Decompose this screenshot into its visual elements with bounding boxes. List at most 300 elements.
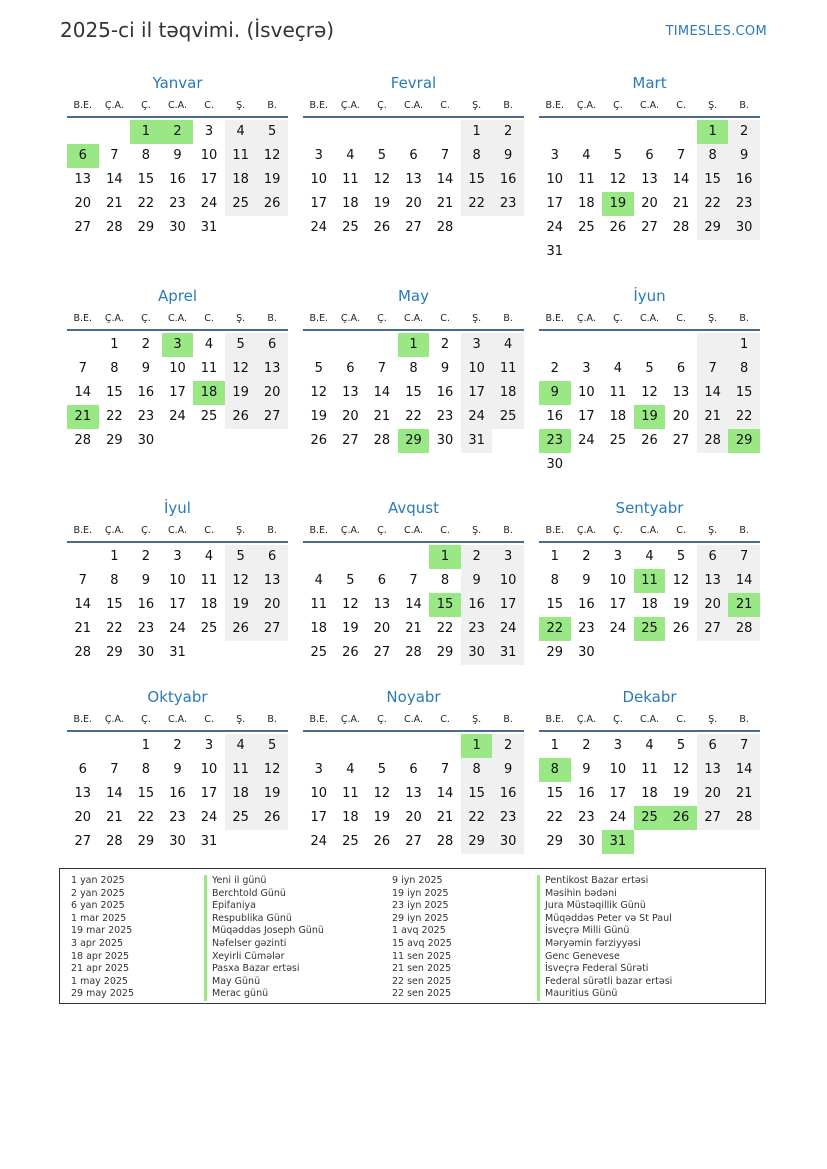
empty-cell <box>665 333 697 357</box>
day-cell: 8 <box>110 573 119 588</box>
day-grid <box>303 543 524 665</box>
legend-date: 21 sen 2025 <box>392 963 452 975</box>
day-cell: 7 <box>409 573 418 588</box>
day-cell: 31 <box>200 220 218 235</box>
month-name: Yanvar <box>152 74 203 92</box>
day-grid <box>303 732 524 854</box>
empty-cell <box>335 333 367 357</box>
day-cell: 17 <box>310 196 328 211</box>
day-cell: 30 <box>137 645 155 660</box>
weekday-header <box>67 519 288 543</box>
weekday-label: Ç. <box>613 524 623 536</box>
day-grid <box>303 118 524 240</box>
month-7 <box>67 497 288 665</box>
day-cell: 8 <box>440 573 450 588</box>
day-cell: 15 <box>461 782 493 806</box>
holiday-legend <box>59 868 766 1004</box>
day-cell: 28 <box>728 617 760 641</box>
weekday-label: B. <box>267 713 277 725</box>
day-cell: 29 <box>398 429 430 453</box>
day-cell: 21 <box>436 810 454 825</box>
day-cell: 1 <box>110 337 119 352</box>
day-cell: 2 <box>492 734 524 758</box>
day-cell: 26 <box>310 433 328 448</box>
empty-cell <box>225 216 257 240</box>
day-cell: 16 <box>546 409 564 424</box>
day-cell: 4 <box>204 337 214 352</box>
day-cell: 30 <box>137 433 155 448</box>
legend-name-column <box>537 875 672 1001</box>
day-cell: 15 <box>697 168 729 192</box>
day-cell: 9 <box>539 381 571 405</box>
day-cell: 20 <box>672 409 690 424</box>
day-cell: 29 <box>106 433 123 448</box>
day-cell: 23 <box>728 192 760 216</box>
legend-date: 6 yan 2025 <box>71 900 125 912</box>
day-cell: 10 <box>169 573 186 588</box>
month-11 <box>303 686 524 854</box>
empty-cell <box>398 120 430 144</box>
empty-cell <box>67 120 99 144</box>
day-cell: 13 <box>256 357 288 381</box>
day-cell: 6 <box>645 148 654 163</box>
day-cell: 27 <box>672 433 690 448</box>
weekday-header <box>303 708 524 732</box>
day-cell: 31 <box>169 645 186 660</box>
weekday-label: Ş. <box>708 713 718 725</box>
empty-cell <box>67 734 99 758</box>
month-name: Dekabr <box>622 688 677 706</box>
weekday-header <box>67 94 288 118</box>
day-cell: 16 <box>137 597 155 612</box>
weekday-label: Ç.A. <box>104 312 124 324</box>
legend-date: 1 avq 2025 <box>392 925 446 937</box>
day-cell: 20 <box>74 810 92 825</box>
legend-date-column <box>71 875 134 1001</box>
empty-cell <box>728 240 760 264</box>
day-cell: 23 <box>436 409 454 424</box>
empty-cell <box>335 120 367 144</box>
day-cell: 19 <box>602 192 634 216</box>
weekday-label: Ç. <box>141 713 151 725</box>
weekday-label: B.E. <box>73 99 93 111</box>
day-cell: 6 <box>697 545 729 569</box>
day-cell: 23 <box>169 810 186 825</box>
day-cell: 17 <box>492 593 524 617</box>
day-cell: 1 <box>697 120 729 144</box>
weekday-label: Ç. <box>141 312 151 324</box>
empty-cell <box>256 429 288 453</box>
day-cell: 19 <box>310 409 328 424</box>
weekday-header <box>539 307 760 331</box>
weekday-label: C.A. <box>639 713 659 725</box>
day-cell: 2 <box>492 120 524 144</box>
empty-cell <box>602 240 634 264</box>
day-cell: 15 <box>728 381 760 405</box>
day-cell: 27 <box>641 220 658 235</box>
legend-date: 22 sen 2025 <box>392 975 452 987</box>
empty-cell <box>697 333 729 357</box>
day-cell: 29 <box>137 220 155 235</box>
day-cell: 29 <box>546 834 564 849</box>
empty-cell <box>398 734 430 758</box>
weekday-label: C.A. <box>639 312 659 324</box>
day-cell: 9 <box>582 573 591 588</box>
day-cell: 14 <box>436 786 454 801</box>
weekday-label: Ç. <box>141 524 151 536</box>
day-cell: 25 <box>609 433 627 448</box>
weekday-label: C.A. <box>403 713 423 725</box>
day-cell: 18 <box>342 196 359 211</box>
month-name: Sentyabr <box>615 499 684 517</box>
day-cell: 24 <box>492 617 524 641</box>
day-cell: 22 <box>546 810 564 825</box>
day-cell: 12 <box>672 573 690 588</box>
weekday-label: Ş. <box>236 524 246 536</box>
day-cell: 14 <box>697 381 729 405</box>
day-cell: 3 <box>613 738 623 753</box>
weekday-label: Ç. <box>613 99 623 111</box>
legend-date-column <box>392 875 452 1001</box>
day-cell: 25 <box>492 405 524 429</box>
empty-cell <box>162 429 194 453</box>
day-cell: 30 <box>169 834 186 849</box>
day-cell: 18 <box>492 381 524 405</box>
day-cell: 24 <box>609 621 627 636</box>
day-cell: 30 <box>461 641 493 665</box>
day-cell: 18 <box>342 810 359 825</box>
day-cell: 21 <box>728 593 760 617</box>
day-cell: 11 <box>492 357 524 381</box>
month-6 <box>539 285 760 477</box>
day-cell: 3 <box>582 361 591 376</box>
day-cell: 22 <box>461 806 493 830</box>
day-cell: 27 <box>697 806 729 830</box>
empty-cell <box>256 641 288 665</box>
weekday-label: C.A. <box>403 312 423 324</box>
day-cell: 27 <box>74 220 92 235</box>
day-cell: 29 <box>106 645 123 660</box>
day-cell: 26 <box>373 834 391 849</box>
day-cell: 18 <box>193 381 225 405</box>
day-cell: 13 <box>342 385 359 400</box>
day-cell: 5 <box>225 545 257 569</box>
day-cell: 14 <box>728 569 760 593</box>
day-cell: 10 <box>546 172 564 187</box>
day-cell: 13 <box>672 385 690 400</box>
day-cell: 7 <box>440 148 450 163</box>
day-cell: 25 <box>225 806 257 830</box>
weekday-label: Ç.A. <box>576 524 596 536</box>
weekday-label: Ç.A. <box>576 99 596 111</box>
empty-cell <box>697 641 729 665</box>
day-cell: 25 <box>634 806 666 830</box>
day-cell: 31 <box>492 641 524 665</box>
day-cell: 11 <box>310 597 328 612</box>
day-cell: 21 <box>373 409 391 424</box>
day-cell: 6 <box>346 361 355 376</box>
day-cell: 19 <box>256 168 288 192</box>
day-cell: 16 <box>578 786 595 801</box>
day-cell: 9 <box>492 144 524 168</box>
day-cell: 3 <box>314 762 323 777</box>
legend-date: 23 iyn 2025 <box>392 900 449 912</box>
weekday-header <box>539 519 760 543</box>
day-cell: 22 <box>539 617 571 641</box>
day-cell: 7 <box>78 573 87 588</box>
weekday-label: B.E. <box>545 524 565 536</box>
legend-holiday-name: Respublika Günü <box>204 913 324 926</box>
empty-cell <box>665 830 697 854</box>
day-cell: 21 <box>67 405 99 429</box>
day-cell: 11 <box>225 144 257 168</box>
day-cell: 14 <box>436 172 454 187</box>
day-cell: 4 <box>225 120 257 144</box>
day-cell: 23 <box>578 621 595 636</box>
empty-cell <box>665 641 697 665</box>
weekday-label: Ç.A. <box>340 713 360 725</box>
day-cell: 13 <box>373 597 391 612</box>
day-cell: 17 <box>578 409 595 424</box>
day-cell: 29 <box>436 645 454 660</box>
weekday-label: Ç.A. <box>576 713 596 725</box>
legend-date: 9 iyn 2025 <box>392 875 443 886</box>
empty-cell <box>303 333 335 357</box>
weekday-label: Ç. <box>613 713 623 725</box>
day-cell: 5 <box>377 148 387 163</box>
empty-cell <box>539 120 571 144</box>
day-cell: 28 <box>405 645 422 660</box>
weekday-label: C.A. <box>167 312 187 324</box>
weekday-label: B.E. <box>545 312 565 324</box>
day-grid <box>539 331 760 477</box>
month-3 <box>539 72 760 264</box>
day-cell: 9 <box>582 762 591 777</box>
month-name: Avqust <box>388 499 439 517</box>
day-cell: 23 <box>492 192 524 216</box>
day-cell: 20 <box>697 782 729 806</box>
legend-holiday-name: Pasxa Bazar ertəsi <box>204 963 324 976</box>
day-cell: 14 <box>74 597 92 612</box>
empty-cell <box>634 453 666 477</box>
day-cell: 6 <box>78 762 87 777</box>
day-cell: 25 <box>578 220 595 235</box>
weekday-label: B.E. <box>545 99 565 111</box>
weekday-label: B.E. <box>73 524 93 536</box>
day-cell: 18 <box>641 786 658 801</box>
day-cell: 3 <box>204 124 214 139</box>
legend-date: 2 yan 2025 <box>71 887 125 899</box>
day-cell: 7 <box>440 762 450 777</box>
day-cell: 16 <box>137 385 155 400</box>
weekday-label: Ç. <box>377 99 387 111</box>
day-cell: 6 <box>256 333 288 357</box>
day-cell: 19 <box>256 782 288 806</box>
day-cell: 4 <box>613 361 623 376</box>
day-cell: 10 <box>310 172 328 187</box>
weekday-label: Ç. <box>377 312 387 324</box>
day-cell: 5 <box>377 762 387 777</box>
day-cell: 12 <box>256 758 288 782</box>
day-cell: 28 <box>106 834 123 849</box>
weekday-label: C.A. <box>403 99 423 111</box>
day-cell: 29 <box>461 830 493 854</box>
day-cell: 7 <box>110 148 119 163</box>
day-cell: 19 <box>672 786 690 801</box>
legend-date: 29 may 2025 <box>71 988 135 1000</box>
day-cell: 16 <box>578 597 595 612</box>
day-cell: 23 <box>492 806 524 830</box>
day-cell: 17 <box>461 381 493 405</box>
weekday-label: Ç. <box>377 524 387 536</box>
month-name: İyul <box>164 499 191 517</box>
day-cell: 22 <box>697 192 729 216</box>
day-cell: 26 <box>225 617 257 641</box>
weekday-label: Ş. <box>236 312 246 324</box>
day-cell: 23 <box>137 621 155 636</box>
day-cell: 7 <box>110 762 119 777</box>
day-cell: 3 <box>550 148 559 163</box>
empty-cell <box>602 453 634 477</box>
day-cell: 7 <box>697 357 729 381</box>
legend-date: 22 sen 2025 <box>392 988 452 1000</box>
day-cell: 8 <box>539 758 571 782</box>
day-cell: 22 <box>436 621 454 636</box>
day-cell: 3 <box>173 549 182 564</box>
site-logo[interactable]: TIMESLES.COM <box>665 24 767 39</box>
legend-holiday-name: Məsihin bədəni <box>537 888 672 901</box>
day-cell: 13 <box>697 569 729 593</box>
day-cell: 27 <box>405 220 422 235</box>
weekday-label: B.E. <box>545 713 565 725</box>
weekday-label: C.A. <box>639 524 659 536</box>
day-cell: 3 <box>492 545 524 569</box>
month-9 <box>539 497 760 665</box>
empty-cell <box>665 240 697 264</box>
day-cell: 12 <box>225 569 257 593</box>
day-cell: 12 <box>256 144 288 168</box>
day-cell: 30 <box>578 834 595 849</box>
weekday-header <box>303 307 524 331</box>
day-cell: 15 <box>106 597 123 612</box>
day-cell: 9 <box>141 361 151 376</box>
empty-cell <box>602 333 634 357</box>
day-cell: 31 <box>546 244 564 259</box>
empty-cell <box>303 120 335 144</box>
legend-holiday-name: Xeyirli Cümələr <box>204 951 324 964</box>
weekday-label: C. <box>676 99 686 111</box>
weekday-label: B.E. <box>309 713 329 725</box>
day-cell: 30 <box>436 433 454 448</box>
weekday-label: B. <box>739 713 749 725</box>
day-cell: 17 <box>546 196 564 211</box>
month-10 <box>67 686 288 854</box>
day-cell: 14 <box>106 786 123 801</box>
day-cell: 18 <box>225 168 257 192</box>
day-cell: 5 <box>676 738 686 753</box>
day-cell: 1 <box>429 545 461 569</box>
weekday-label: C. <box>204 312 214 324</box>
day-cell: 20 <box>405 196 422 211</box>
page-title: 2025-ci il təqvimi. (İsveçrə) <box>60 18 335 42</box>
legend-holiday-name: Epifaniya <box>204 900 324 913</box>
day-cell: 18 <box>310 621 328 636</box>
legend-holiday-name: Yeni il günü <box>204 875 324 888</box>
day-cell: 19 <box>225 593 257 617</box>
day-cell: 27 <box>74 834 92 849</box>
legend-date: 1 yan 2025 <box>71 875 125 886</box>
day-cell: 5 <box>256 120 288 144</box>
day-cell: 7 <box>78 361 87 376</box>
day-cell: 3 <box>162 333 194 357</box>
day-cell: 24 <box>200 196 218 211</box>
day-cell: 25 <box>200 409 218 424</box>
empty-cell <box>99 120 131 144</box>
empty-cell <box>665 120 697 144</box>
weekday-label: C. <box>440 713 450 725</box>
month-1 <box>67 72 288 240</box>
weekday-label: C.A. <box>167 713 187 725</box>
empty-cell <box>429 734 461 758</box>
weekday-label: Ç. <box>377 713 387 725</box>
day-cell: 1 <box>141 738 151 753</box>
day-cell: 27 <box>256 405 288 429</box>
day-cell: 12 <box>342 597 359 612</box>
day-cell: 4 <box>314 573 323 588</box>
legend-holiday-name: Müqəddəs Joseph Günü <box>204 925 324 938</box>
day-cell: 9 <box>728 144 760 168</box>
day-cell: 8 <box>461 758 493 782</box>
day-cell: 7 <box>676 148 686 163</box>
day-cell: 20 <box>74 196 92 211</box>
weekday-label: C. <box>440 524 450 536</box>
empty-cell <box>634 830 666 854</box>
day-cell: 11 <box>609 385 627 400</box>
day-cell: 23 <box>137 409 155 424</box>
day-cell: 3 <box>461 333 493 357</box>
day-cell: 24 <box>546 220 564 235</box>
day-cell: 22 <box>137 810 155 825</box>
day-cell: 18 <box>225 782 257 806</box>
day-cell: 31 <box>200 834 218 849</box>
empty-cell <box>256 216 288 240</box>
day-cell: 20 <box>697 593 729 617</box>
day-cell: 22 <box>728 405 760 429</box>
day-cell: 25 <box>634 617 666 641</box>
weekday-label: B. <box>267 312 277 324</box>
day-cell: 13 <box>405 172 422 187</box>
day-cell: 2 <box>141 337 151 352</box>
day-cell: 30 <box>492 830 524 854</box>
day-cell: 30 <box>728 216 760 240</box>
day-cell: 10 <box>310 786 328 801</box>
weekday-label: C. <box>440 312 450 324</box>
weekday-label: Ç. <box>613 312 623 324</box>
empty-cell <box>634 120 666 144</box>
weekday-label: C. <box>676 713 686 725</box>
day-cell: 27 <box>373 645 391 660</box>
legend-holiday-name: Məryəmin fərziyyəsi <box>537 938 672 951</box>
day-cell: 31 <box>461 429 493 453</box>
legend-holiday-name: Nəfelser gəzinti <box>204 938 324 951</box>
day-cell: 9 <box>173 148 182 163</box>
day-cell: 27 <box>342 433 359 448</box>
day-cell: 18 <box>609 409 627 424</box>
day-cell: 15 <box>137 786 155 801</box>
day-cell: 6 <box>256 545 288 569</box>
day-cell: 3 <box>204 738 214 753</box>
day-cell: 28 <box>672 220 690 235</box>
